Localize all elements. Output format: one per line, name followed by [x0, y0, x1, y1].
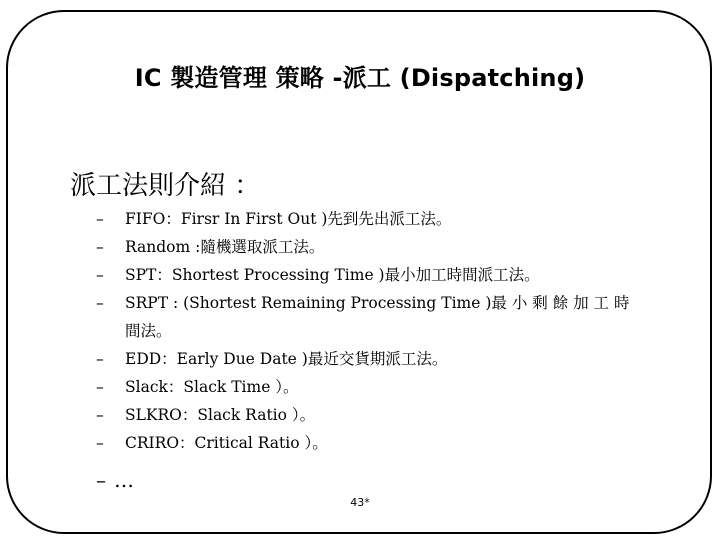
bullet-dash: – [96, 294, 104, 312]
list-item-text: Random :隨機選取派工法。 [125, 238, 325, 256]
bullet-dash: – [96, 406, 104, 424]
slide-title: IC 製造管理 策略 -派工 (Dispatching) [134, 64, 586, 92]
list-item-random [96, 233, 686, 261]
list-item-text: CRIRO：Critical Ratio ）。 [125, 434, 328, 452]
list-item-text: SLKRO：Slack Ratio ）。 [125, 406, 316, 424]
list-item-text: SRPT : (Shortest Remaining Processing Time )最 小 剩 餘 加 工 時 [125, 294, 630, 312]
list-item-text: Slack：Slack Time ）。 [125, 378, 299, 396]
bullet-dash: – [96, 350, 104, 368]
bullet-dash: – [96, 468, 106, 492]
list-item-criro [96, 429, 686, 457]
bullet-dash: – [96, 378, 104, 396]
list-item-text: FIFO：Firsr In First Out )先到先出派工法。 [125, 210, 452, 228]
ellipsis-text: … [114, 468, 134, 492]
list-item-continuation: 間法。 [125, 322, 172, 340]
list-item-slack [96, 373, 686, 401]
bullet-dash: – [96, 238, 104, 256]
list-item-srpt [96, 289, 686, 345]
list-item-edd [96, 345, 686, 373]
section-heading: 派工法則介紹 ： [70, 171, 261, 201]
list-ellipsis [96, 468, 134, 492]
list-item-text: SPT：Shortest Processing Time )最小加工時間派工法。 [125, 266, 540, 284]
bullet-dash: – [96, 266, 104, 284]
list-item-fifo [96, 205, 686, 233]
bullet-dash: – [96, 434, 104, 452]
page-number: 43* [350, 496, 370, 509]
dispatching-rules-list [96, 205, 686, 457]
list-item-text: EDD：Early Due Date )最近交貨期派工法。 [125, 350, 448, 368]
list-item-spt [96, 261, 686, 289]
list-item-slkro [96, 401, 686, 429]
bullet-dash: – [96, 210, 104, 228]
